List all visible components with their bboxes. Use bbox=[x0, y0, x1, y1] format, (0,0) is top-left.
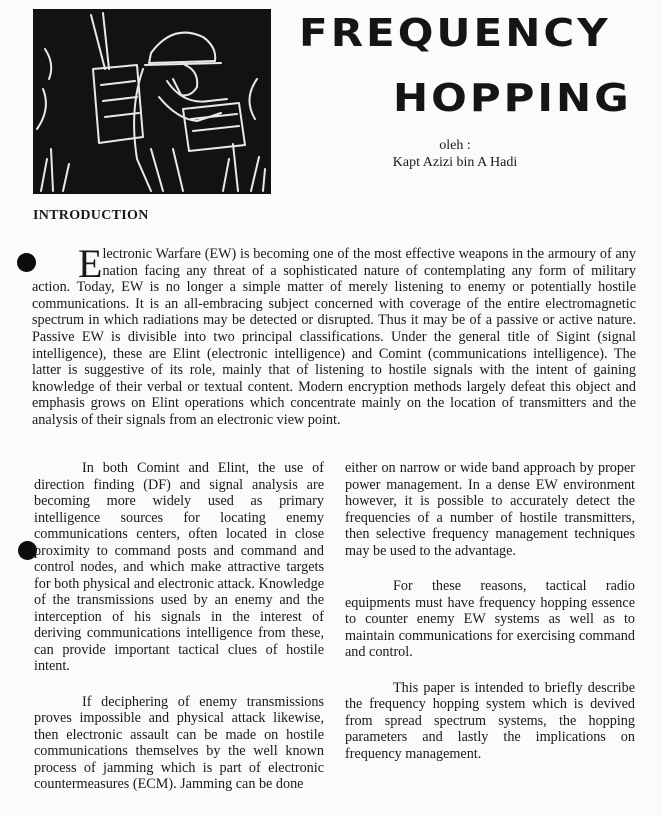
drop-cap: E bbox=[78, 241, 103, 286]
right-paragraph-2: This paper is intended to briefly describe the frequency hopping system which is devived from spread spectrum systems, the hopping parameters and lastly the implications on frequency management. bbox=[345, 679, 635, 762]
right-column bbox=[345, 460, 635, 762]
section-heading: INTRODUCTION bbox=[33, 208, 149, 223]
left-paragraph-2: If deciphering of enemy transmissions proves impossible and physical attack likewise, then electronic assault can be made on hostile communications themselves by the well known process of jamming which is part of electronic countermeasures (ECM). Jamming can be done bbox=[34, 693, 324, 792]
left-column bbox=[34, 460, 324, 793]
byline bbox=[345, 137, 565, 171]
title-line-2: HOPPING bbox=[393, 75, 632, 121]
soldier-radio-drawing bbox=[33, 9, 271, 194]
intro-text: lectronic Warfare (EW) is becoming one of the most effective weapons in the armoury of any nation facing any threat of a sophisticated nature of contemplating any form of military action. Today, EW is no longer a simple matter of merely listening to enemy or potentially hostile communications. It is an all-embracing subject concerned with coverage of the entire electromagnetic spectrum in which radiations may be detected or disrupted. Thus it may be of a passive or active nature. Passive EW is divisible into two principal classifications. Under the general title of Sigint (signal intelligence), these are Elint (electronic intelligence) and Comint (communications intelligence). The latter is suggestive of its role, mainly that of listening to hostile signals with the intent of gaining knowledge of their verbal or textual content. Modern encryption methods largely defeat this object and emphasis grows on Elint operations which concentrate mainly on the location of transmitters and the analysis of their signals from an electronic view point. bbox=[32, 246, 636, 428]
author-name: Kapt Azizi bin A Hadi bbox=[392, 155, 518, 170]
right-continuation: either on narrow or wide band approach by proper power management. In a dense EW environment however, it is possible to accurately detect the frequencies of a number of hostile transmitters, then selective frequency management techniques may be used to the advantage. bbox=[345, 460, 635, 559]
soldier-radio-illustration bbox=[33, 9, 271, 194]
title-line-1: FREQUENCY bbox=[299, 10, 611, 56]
right-paragraph-1: For these reasons, tactical radio equipments must have frequency hopping essence to counter enemy EW systems as well as to maintain communications for exercising command and control. bbox=[345, 578, 635, 660]
left-paragraph-1: In both Comint and Elint, the use of direction finding (DF) and signal analysis are becoming more widely used as primary intelligence sources for locating enemy communications centers, often located in close proximity to command posts and command and control nodes, and which make attractive targets for both physical and electronic attack. Knowledge of the transmissions used by an enemy and the interception of his signals in the interest of deriving communications intelligence from these, can provide important tactical clues of hostile intent. bbox=[34, 460, 324, 674]
intro-paragraph bbox=[32, 241, 636, 429]
byline-prefix: oleh : bbox=[439, 138, 471, 153]
